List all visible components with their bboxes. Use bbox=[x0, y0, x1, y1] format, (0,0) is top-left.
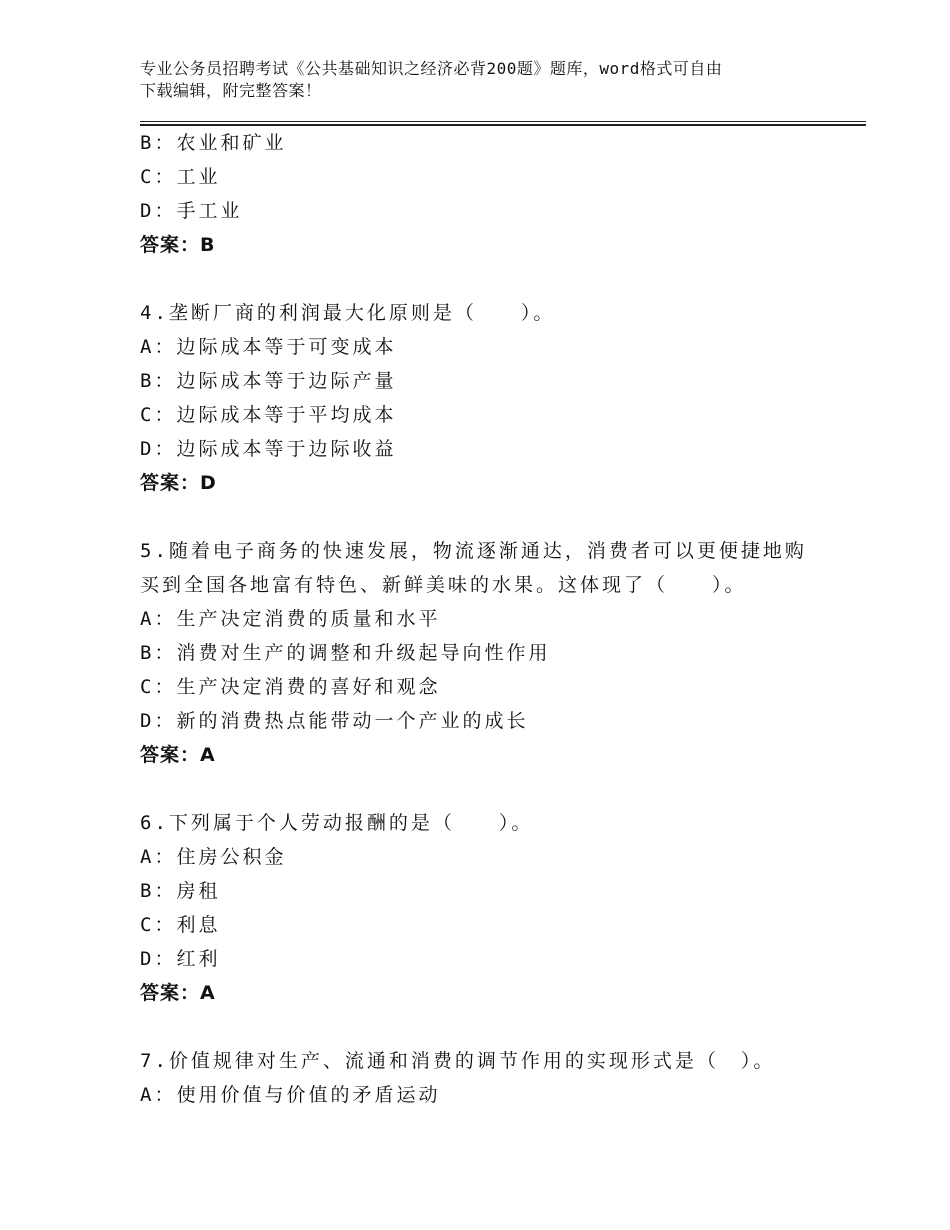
header-line-1: 专业公务员招聘考试《公共基础知识之经济必背200题》题库，word格式可自由 bbox=[140, 59, 723, 78]
q5-option-c: C：生产决定消费的喜好和观念 bbox=[140, 676, 441, 698]
question-6 bbox=[140, 806, 866, 1010]
q7-option-a: A：使用价值与价值的矛盾运动 bbox=[140, 1084, 441, 1106]
q4-stem: 4.垄断厂商的利润最大化原则是（ ）。 bbox=[140, 302, 556, 324]
page-header bbox=[140, 58, 820, 102]
q6-option-b: B：房租 bbox=[140, 880, 221, 902]
q5-option-a: A：生产决定消费的质量和水平 bbox=[140, 608, 441, 630]
q5-stem-line-1: 5.随着电子商务的快速发展，物流逐渐通达，消费者可以更便捷地购 bbox=[140, 540, 807, 562]
q3-option-b: B：农业和矿业 bbox=[140, 132, 287, 154]
q5-option-b: B：消费对生产的调整和升级起导向性作用 bbox=[140, 642, 551, 664]
q4-option-b: B：边际成本等于边际产量 bbox=[140, 370, 397, 392]
question-5 bbox=[140, 534, 866, 772]
question-3 bbox=[140, 126, 866, 262]
q6-stem: 6.下列属于个人劳动报酬的是（ ）。 bbox=[140, 812, 534, 834]
q5-answer: 答案：A bbox=[140, 744, 216, 766]
header-rule-thin bbox=[140, 121, 866, 122]
q5-option-d: D：新的消费热点能带动一个产业的成长 bbox=[140, 710, 529, 732]
spacer bbox=[140, 1010, 866, 1044]
question-content bbox=[140, 126, 866, 1112]
q6-option-d: D：红利 bbox=[140, 948, 221, 970]
q6-answer: 答案：A bbox=[140, 982, 216, 1004]
q4-option-a: A：边际成本等于可变成本 bbox=[140, 336, 397, 358]
q4-option-d: D：边际成本等于边际收益 bbox=[140, 438, 397, 460]
q4-option-c: C：边际成本等于平均成本 bbox=[140, 404, 397, 426]
spacer bbox=[140, 500, 866, 534]
spacer bbox=[140, 262, 866, 296]
q4-answer: 答案：D bbox=[140, 472, 217, 494]
q6-option-a: A：住房公积金 bbox=[140, 846, 287, 868]
q3-answer: 答案：B bbox=[140, 234, 216, 256]
q3-option-d: D：手工业 bbox=[140, 200, 243, 222]
question-7 bbox=[140, 1044, 866, 1112]
q6-option-c: C：利息 bbox=[140, 914, 221, 936]
q3-option-c: C：工业 bbox=[140, 166, 221, 188]
header-line-2: 下载编辑，附完整答案！ bbox=[140, 81, 322, 100]
q7-stem: 7.价值规律对生产、流通和消费的调节作用的实现形式是（ ）。 bbox=[140, 1050, 776, 1072]
question-4 bbox=[140, 296, 866, 500]
q5-stem-line-2: 买到全国各地富有特色、新鲜美味的水果。这体现了（ ）。 bbox=[140, 574, 747, 596]
spacer bbox=[140, 772, 866, 806]
